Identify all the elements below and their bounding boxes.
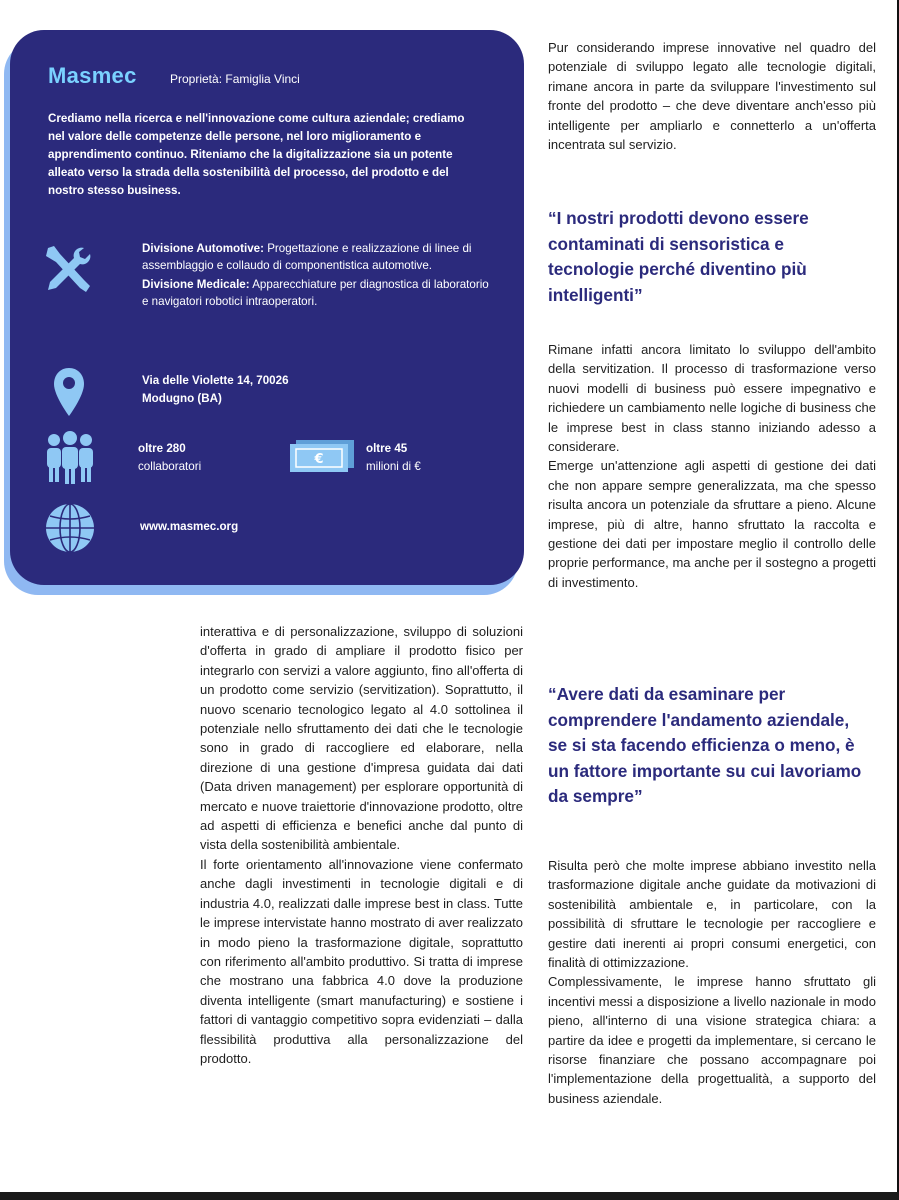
employees-stat bbox=[138, 440, 201, 476]
employees-label: collaboratori bbox=[138, 460, 202, 473]
article-right-middle bbox=[548, 340, 876, 592]
division-medical bbox=[142, 276, 492, 310]
company-profile-box bbox=[10, 30, 524, 585]
article-paragraph: Rimane infatti ancora limitato lo sviluppo dell'ambito della servitization. Il processo di trasformazione verso nuovi modelli di business può essere impegnativo e richiedere un cambiamento nelle logiche di business che le imprese best in class stanno iniziando adesso a considerare. bbox=[548, 342, 876, 455]
article-paragraph: interattiva e di personalizzazione, sviluppo di soluzioni d'offerta in grado di ampliare il prodotto fisico per integrarlo con servizi a valore aggiunto, fino all'offerta di un prodotto come servizio (servitization). Soprattutto, il nuovo scenario tecnologico legato al 4.0 sottolinea il potenziale nello sfruttamento dei dati che le tecnologie sono in grado di raccogliere ed elaborare, nella direzione di una gestione d'impresa guidata dai dati (Data driven management) per esplorare opportunità di mercato e nuove traiettorie d'innovazione prodotto, oltre ad aspetti di efficienza e benefici anche dal punto di vista della sostenibilità ambientale. bbox=[200, 624, 523, 853]
company-intro: Crediamo nella ricerca e nell'innovazione come cultura aziendale; crediamo nel valore delle competenze delle persone, nel loro miglioramento e apprendimento continuo. Riteniamo che la digitalizzazione sia un potente alleato verso la strada della sostenibilità del processo, del prodotto e del nostro stesso business. bbox=[48, 112, 465, 197]
article-paragraph: Il forte orientamento all'innovazione viene confermato anche dagli investimenti in tecnologie digitali e di industria 4.0, realizzati dalle imprese best in class. Tutte le imprese intervistate hanno mostrato di aver realizzato in modo pieno la trasformazione digitale, soprattutto con riferimento all'ambito produttivo. Si tratta di imprese che mostrano una fabbrica 4.0 dove la produzione diventa intelligente (smart manufacturing) e sostiene i fattori di vantaggio competitivo sopra evidenziati – dalla flessibilità produttiva alla personalizzazione del prodotto. bbox=[200, 856, 523, 1066]
people-icon bbox=[42, 430, 98, 486]
company-owner: Proprietà: Famiglia Vinci bbox=[170, 72, 300, 86]
article-right-bottom bbox=[548, 856, 876, 1108]
division-medical-label: Divisione Medicale: bbox=[142, 278, 250, 291]
employees-value-text: oltre 280 bbox=[138, 442, 186, 455]
article-paragraph: Risulta però che molte imprese abbiano investito nella trasformazione digitale anche guidate da motivazioni di sostenibilità ambientale e, in particolare, con la possibilità di sfruttare le tecnologie per raccogliere e gestire dati inerenti ai propri consumi energetici, con finalità di ottimizzazione. bbox=[548, 858, 876, 971]
article-paragraph: Complessivamente, le imprese hanno sfruttato gli incentivi messi a disposizione a livello nazionale in modo pieno, all'interno di una visione strategica chiara: a partire da idee e progetti da implementare, si cercano le risorse finanziare che possano accompagnare poi l'implementazione della progettualità, a supporto del business aziendale. bbox=[548, 974, 876, 1106]
pull-quote-1: “I nostri prodotti devono essere contaminati di sensoristica e tecnologie perché diventino più intelligenti” bbox=[548, 208, 809, 305]
svg-text:€: € bbox=[314, 452, 324, 467]
division-medical-text: Apparecchiature per diagnostica di laboratorio e navigatori robotici intraoperatori. bbox=[142, 278, 489, 308]
pull-quote-2: “Avere dati da esaminare per comprendere l'andamento aziendale, se si sta facendo efficienza o meno, è un fattore importante su cui lavoriamo da sempre” bbox=[548, 684, 862, 807]
page-bottom-edge bbox=[0, 1192, 899, 1200]
article-right-top bbox=[548, 38, 876, 154]
company-website[interactable]: www.masmec.org bbox=[140, 520, 239, 533]
division-automotive-label: Divisione Automotive: bbox=[142, 242, 264, 255]
location-pin-icon bbox=[52, 366, 86, 418]
article-paragraph: Emerge un'attenzione agli aspetti di gestione dei dati che non appare sempre generalizzata, ma che spesso risulta ancora un potenziale da sfruttare a pieno. Alcune imprese, più di altre, hanno sfruttato la raccolta e gestione dei dati per impostare meglio il controllo delle proprie performance, ma anche per il sostegno a progetti di investimento. bbox=[548, 458, 876, 590]
employees-value bbox=[138, 440, 201, 458]
revenue-value bbox=[366, 440, 421, 458]
address-line-2: Modugno (BA) bbox=[142, 392, 222, 405]
banknote-icon bbox=[288, 438, 356, 474]
company-name: Masmec bbox=[48, 63, 137, 88]
globe-icon bbox=[44, 502, 96, 554]
division-automotive-text: Progettazione e realizzazione di linee di assemblaggio e collaudo di componentistica automotive. bbox=[142, 242, 472, 272]
divisions bbox=[142, 240, 492, 312]
company-address bbox=[142, 372, 289, 408]
address-line-1: Via delle Violette 14, 70026 bbox=[142, 374, 289, 387]
revenue-value-text: oltre 45 bbox=[366, 442, 408, 455]
division-automotive bbox=[142, 240, 492, 274]
article-paragraph: Pur considerando imprese innovative nel quadro del potenziale di sviluppo legato alle tecnologie digitali, rimane ancora in parte da sviluppare l'investimento sul fronte del prodotto – che deve diventare anch'esso più intelligente per ampliarlo e connetterlo a un'offerta incentrata sul servizio. bbox=[548, 40, 876, 153]
article-left-column bbox=[200, 622, 523, 1068]
tools-icon bbox=[40, 242, 94, 296]
revenue-stat bbox=[366, 440, 421, 476]
revenue-label: milioni di € bbox=[366, 460, 421, 473]
